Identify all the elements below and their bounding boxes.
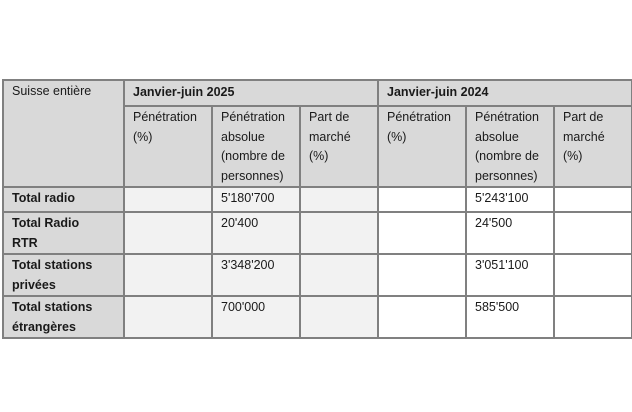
column-header-2024-penetration-abs [466,106,554,187]
header-text: marché [309,129,351,144]
header-text: marché [563,129,605,144]
row-label-text: Total stations [12,258,93,272]
column-header-2025-penetration-pct [124,106,212,187]
corner-label: Suisse entière [12,84,92,98]
header-text: absolue [475,129,519,144]
header-text: (%) [387,129,407,144]
radio-audience-table [2,79,632,339]
header-text: personnes) [221,168,284,183]
row-label-text: Total radio [12,191,75,205]
cell-2024-penetration-abs: 585'500 [466,296,554,338]
cell-2024-market-share [554,187,632,212]
cell-2025-penetration-pct [124,212,212,254]
header-text: (%) [563,149,583,163]
header-text: (nombre de [475,149,539,163]
column-header-2024-penetration-pct [378,106,466,187]
row-label [3,187,124,212]
table-row-total-foreign-stations [3,296,632,338]
row-label-text: Total stations [12,300,93,314]
cell-2025-penetration-pct [124,254,212,296]
cell-2025-penetration-pct [124,296,212,338]
row-label-text: Total Radio [12,216,80,230]
cell-2024-penetration-pct [378,296,466,338]
row-label [3,254,124,296]
row-label [3,296,124,338]
header-text: Pénétration [387,110,451,124]
header-text: (%) [133,129,153,144]
cell-2025-market-share [300,254,378,296]
header-text: Pénétration [133,110,197,124]
cell-2025-penetration-abs: 5'180'700 [212,187,300,212]
cell-2024-penetration-pct [378,212,466,254]
header-text: (%) [309,149,329,163]
cell-2024-market-share [554,296,632,338]
cell-2024-penetration-pct [378,187,466,212]
table-row-total-private-stations [3,254,632,296]
cell-2025-penetration-abs: 700'000 [212,296,300,338]
header-text: (nombre de [221,149,285,163]
cell-2024-penetration-abs: 24'500 [466,212,554,254]
table-row-total-radio [3,187,632,212]
row-label-text: privées [12,277,56,292]
row-label-text: RTR [12,235,38,250]
period-label-2025: Janvier-juin 2025 [133,85,235,99]
period-header-2025 [124,80,378,106]
cell-2025-penetration-abs: 20'400 [212,212,300,254]
header-text: Part de [309,110,350,124]
table-row-total-radio-rtr [3,212,632,254]
cell-2024-market-share [554,254,632,296]
cell-2024-penetration-pct [378,254,466,296]
cell-2024-market-share [554,212,632,254]
cell-2025-market-share [300,296,378,338]
header-text: personnes) [475,168,538,183]
cell-2024-penetration-abs: 5'243'100 [466,187,554,212]
column-header-2025-market-share [300,106,378,187]
cell-2025-market-share [300,187,378,212]
cell-2024-penetration-abs: 3'051'100 [466,254,554,296]
row-label [3,212,124,254]
header-text: Pénétration [475,110,539,124]
cell-2025-penetration-pct [124,187,212,212]
header-text: Pénétration [221,110,285,124]
header-text: Part de [563,110,604,124]
column-header-2025-penetration-abs [212,106,300,187]
cell-2025-market-share [300,212,378,254]
corner-header-cell [3,80,124,187]
row-label-text: étrangères [12,319,76,334]
header-text: absolue [221,129,265,144]
header-row-periods [3,80,632,106]
period-label-2024: Janvier-juin 2024 [387,85,489,99]
column-header-2024-market-share [554,106,632,187]
period-header-2024 [378,80,632,106]
cell-2025-penetration-abs: 3'348'200 [212,254,300,296]
